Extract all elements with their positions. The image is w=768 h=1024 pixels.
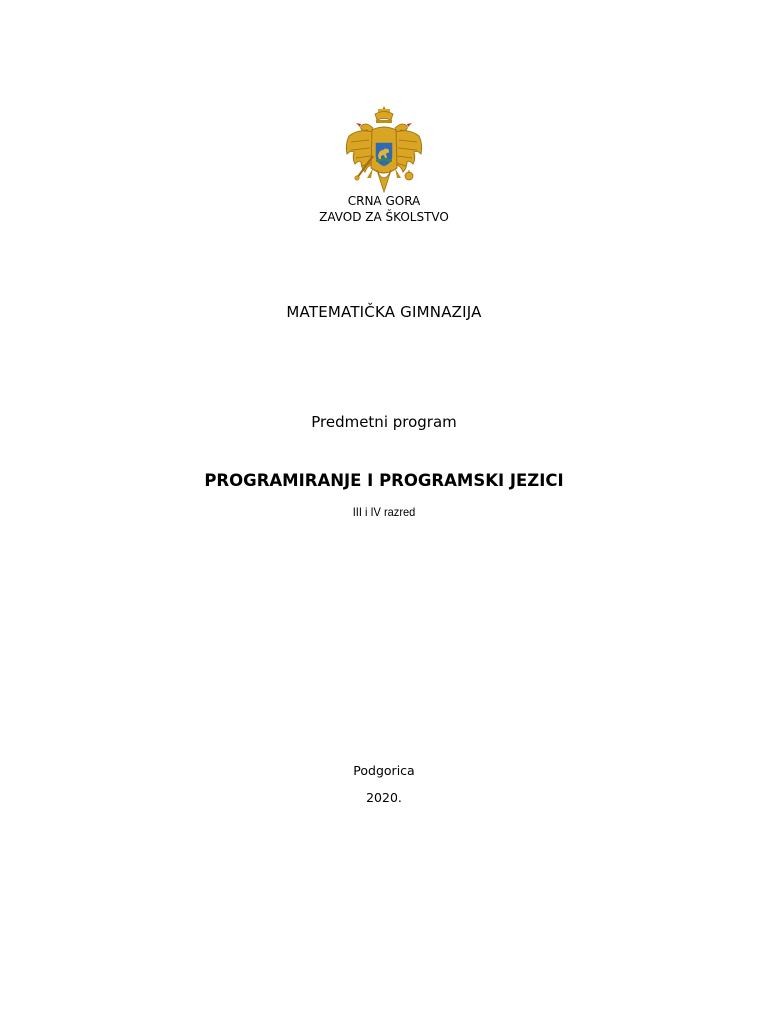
country-name: CRNA GORA bbox=[347, 194, 421, 208]
crown-icon bbox=[375, 106, 393, 123]
coat-of-arms-icon bbox=[343, 106, 425, 194]
subject-title: PROGRAMIRANJE I PROGRAMSKI JEZICI bbox=[204, 471, 564, 490]
school-name: MATEMATIČKA GIMNAZIJA bbox=[286, 303, 482, 321]
document-type: Predmetni program bbox=[311, 413, 457, 431]
city-name: Podgorica bbox=[353, 763, 415, 778]
publication-year: 2020. bbox=[366, 790, 402, 805]
institution-name: ZAVOD ZA ŠKOLSTVO bbox=[319, 210, 449, 224]
grade-level: III i IV razred bbox=[352, 505, 416, 519]
